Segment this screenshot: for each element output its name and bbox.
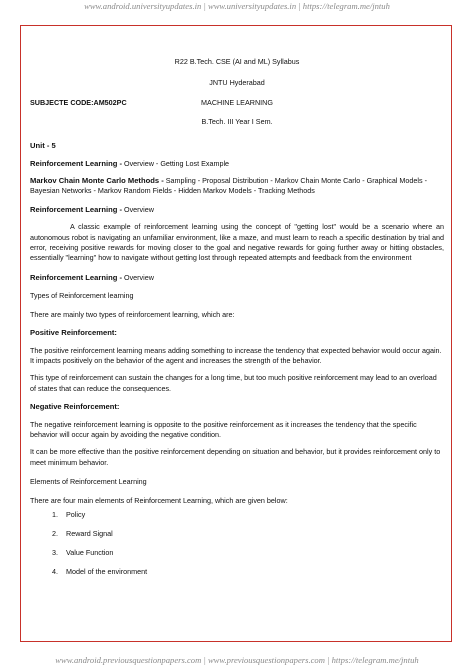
list-item: 1. Policy (60, 510, 444, 520)
elements-title: Elements of Reinforcement Learning (30, 477, 147, 487)
section2-label: Reinforcement Learning - (30, 272, 122, 282)
positive-paragraph-2: This type of reinforcement can sustain the changes for a long time, but too much positive reinforcement may lead to an overload of states that can reduce the consequences. (30, 373, 437, 393)
types-intro: There are mainly two types of reinforcement learning, which are: (30, 309, 235, 319)
positive-paragraph-1: The positive reinforcement learning means adding something to increase the tendency that expected behavior would occur again. It impacts positively on the behavior of the agent and increases the strength of the behavior. (30, 345, 442, 365)
section1-label: Reinforcement Learning - (30, 204, 122, 214)
section1-heading (30, 205, 444, 215)
top-watermark: www.android.universityupdates.in | www.universityupdates.in | https://telegram.me/jntuh (84, 1, 390, 11)
unit-heading: Unit - 5 (30, 141, 56, 151)
year-semester: B.Tech. III Year I Sem. (201, 116, 273, 126)
topic-rl-text: Overview - Getting Lost Example (121, 158, 230, 168)
subject-code: SUBJECTE CODE:AM502PC (30, 97, 127, 107)
section1-text: Overview (121, 204, 154, 214)
bottom-watermark: www.android.previousquestionpapers.com | www.previousquestionpapers.com | https://telegram.me/jntuh (55, 655, 419, 665)
topic-mc-label: Markov Chain Monte Carlo Methods - (30, 176, 164, 186)
university-name: JNTU Hyderabad (209, 78, 265, 88)
positive-heading: Positive Reinforcement: (30, 328, 117, 338)
document-body (30, 57, 444, 586)
negative-paragraph-1: The negative reinforcement learning is opposite to the positive reinforcement as it increases the tendency that the specific behavior will occur again by avoiding the negative condition. (30, 419, 417, 439)
section2-heading (30, 273, 444, 283)
section1-paragraph: A classic example of reinforcement learning using the concept of "getting lost" would be a scenario where an autonomous robot is navigating an unfamiliar environment, like a maze, and must learn to reach a specific destination by trial and error, receiving positive rewards for moving closer to the goal and negative rewards for going further away or hitting obstacles, essentially "learning" how to navigate without getting lost through repeated attempts and feedback from the environment (30, 222, 444, 263)
subject-header-row (30, 98, 444, 109)
types-title: Types of Reinforcement learning (30, 291, 134, 301)
elements-list (30, 510, 444, 577)
syllabus-title: R22 B.Tech. CSE (AI and ML) Syllabus (174, 57, 300, 66)
topic-rl-label: Reinforcement Learning - (30, 158, 122, 168)
topic-rl (30, 159, 444, 169)
list-item: 4. Model of the environment (60, 567, 444, 577)
list-item: 3. Value Function (60, 548, 444, 558)
negative-heading: Negative Reinforcement: (30, 402, 120, 412)
list-item: 2. Reward Signal (60, 529, 444, 539)
topic-mc-text: Sampling - Proposal Distribution - Markov Chain Monte Carlo - Graphical Models - Bayesian Networks - Markov Random Fields - Hidden Markov Models - Tracking Methods (30, 176, 427, 196)
subject-name: MACHINE LEARNING (201, 97, 273, 107)
section2-text: Overview (121, 272, 154, 282)
elements-intro: There are four main elements of Reinforcement Learning, which are given below: (30, 495, 288, 505)
topic-mc (30, 176, 444, 197)
negative-paragraph-2: It can be more effective than the positive reinforcement depending on situation and behavior, but it provides reinforcement only to meet minimum behavior. (30, 447, 441, 467)
